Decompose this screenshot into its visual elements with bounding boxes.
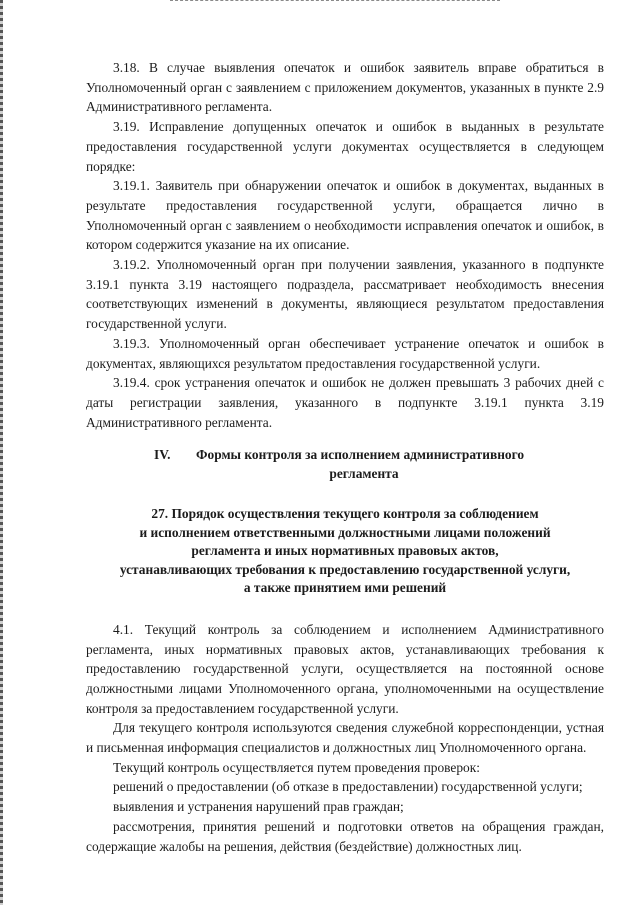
spacer: [86, 483, 604, 505]
section-number: IV.: [154, 447, 171, 463]
paragraph-3-19: 3.19. Исправление допущенных опечаток и ошибок в выданных в результате предоставления государственной услуги документах осуществляется в следующем порядке:: [86, 119, 604, 174]
section-heading: [86, 446, 604, 483]
subsection-title-line: и исполнением ответственными должностными лицами положений: [139, 524, 551, 540]
subsection-title-line: регламента и иных нормативных правовых актов,: [191, 543, 499, 559]
paragraph-3-19-1: 3.19.1. Заявитель при обнаружении опечаток и ошибок в документах, выданных в результате предоставления государственной услуги, обращается лично в Уполномоченный орган с заявлением о необходимости исправления опечаток и ошибок, в котором содержится указание на их описание.: [86, 178, 604, 253]
spacer: [86, 598, 604, 620]
section-title-line2: регламента: [329, 465, 399, 481]
paragraph-4-1: 4.1. Текущий контроль за соблюдением и исполнением Административного регламента, иных нормативных правовых актов, устанавливающих требования к предоставлению государственной услуги, осуществляется на постоянной основе должностными лицами Уполномоченного органа, уполномоченными на осуществление контроля за предоставлением государственной услуги.: [86, 621, 604, 716]
subsection-title-line: устанавливающих требования к предоставлению государственной услуги,: [119, 561, 571, 577]
list-item-decisions: решений о предоставлении (об отказе в предоставлении) государственной услуги;: [113, 779, 583, 795]
scan-top-rule: [170, 0, 500, 3]
subsection-title-line: 27. Порядок осуществления текущего контроля за соблюдением: [151, 506, 539, 522]
paragraph-3-19-3: 3.19.3. Уполномоченный орган обеспечивает устранение опечаток и ошибок в документах, являющихся результатом предоставления государственной услуги.: [86, 335, 604, 371]
section-title-line1: Формы контроля за исполнением административного: [196, 447, 525, 463]
paragraph-3-18: 3.18. В случае выявления опечаток и ошибок заявитель вправе обратиться в Уполномоченный орган с заявлением с приложением документов, указанных в пункте 2.9 Административного регламента.: [86, 60, 604, 115]
spacer: [86, 432, 604, 446]
paragraph-checks-intro: Текущий контроль осуществляется путем проведения проверок:: [113, 759, 480, 775]
list-item-violations: выявления и устранения нарушений прав граждан;: [113, 799, 404, 815]
paragraph-control-sources: Для текущего контроля используются сведения служебной корреспонденции, устная и письменная информация специалистов и должностных лиц Уполномоченного органа.: [86, 720, 604, 756]
subsection-title-line: а также принятием ими решений: [243, 580, 447, 596]
subsection-heading: [86, 505, 604, 598]
paragraph-3-19-2: 3.19.2. Уполномоченный орган при получении заявления, указанного в подпункте 3.19.1 пункта 3.19 настоящего подраздела, рассматривает необходимость внесения соответствующих изменений в документы, являющиеся результатом предоставления государственной услуги.: [86, 257, 604, 332]
list-item-appeals: рассмотрения, принятия решений и подготовки ответов на обращения граждан, содержащие жалобы на решения, действия (бездействие) должностных лиц.: [86, 818, 604, 854]
document-page: [86, 58, 604, 856]
paragraph-3-19-4: 3.19.4. срок устранения опечаток и ошибок не должен превышать 3 рабочих дней с даты регистрации заявления, указанного в подпункте 3.19.1 пункта 3.19 Административного регламента.: [86, 375, 604, 430]
scan-left-edge: [0, 0, 3, 905]
